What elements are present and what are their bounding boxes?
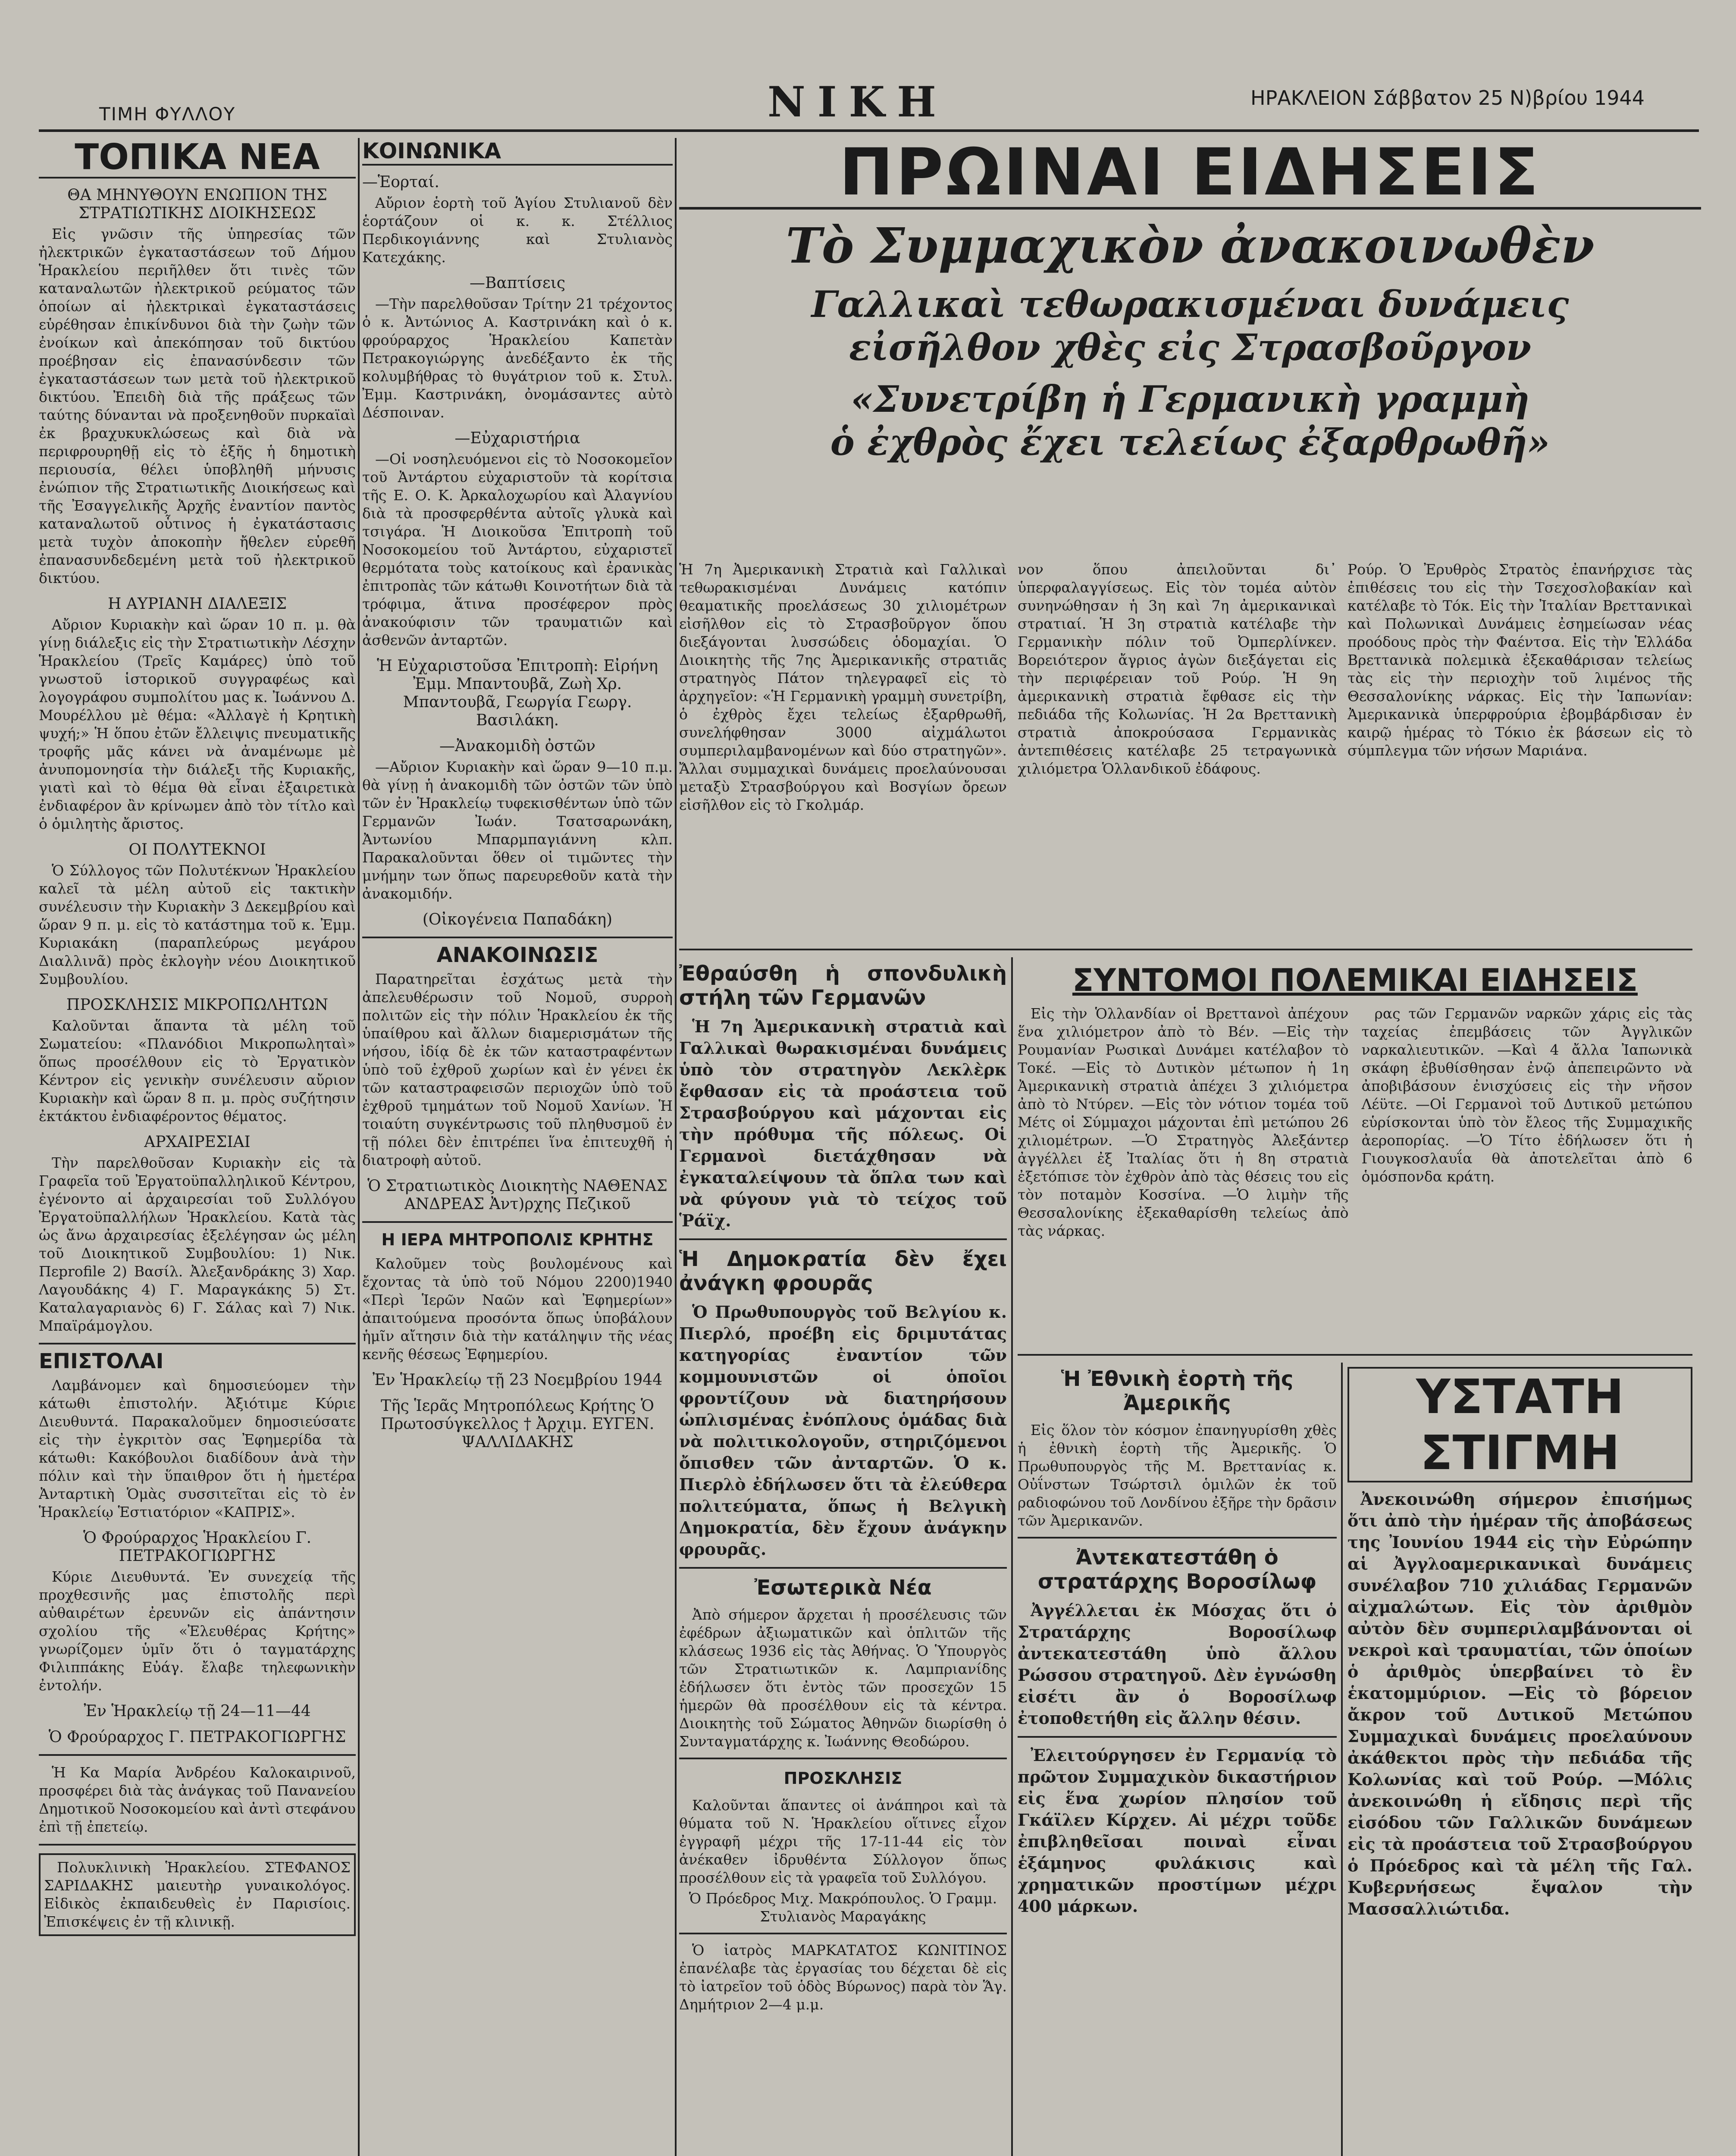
article-body: Παρατηρεῖται ἐσχάτως μετὰ τὴν ἀπελευθέρωσιν τοῦ Νομοῦ, συρροὴ πολιτῶν εἰς τὴν πόλιν Ἡρακλείου ἐκ τῆς ὑπαίθρου καὶ ἄλλων διαμερισμάτων τῆς νήσου, ἰδίᾳ δὲ ἐκ τῶν καταστραφέντων ὑπὸ τοῦ ἐχθροῦ χωρίων καὶ ἐν γένει ἐκ τῶν καταστραφεισῶν περιοχῶν ὑπὸ τοῦ ἐχθροῦ τμημάτων τοῦ Νομοῦ Χανίων. Ἡ τοιαύτη συγκέντρωσις τοῦ πληθυσμοῦ ἐν τῇ πόλει δὲν ἐπιτρέπει ἵνα ἐπιτευχθῆ ἡ διατροφὴ αὐτοῦ. — [362, 971, 673, 1169]
article-body: —Οἱ νοσηλευόμενοι εἰς τὸ Νοσοκομεῖον τοῦ Ἀντάρτου εὐχαριστοῦν τὰ κορίτσια τῆς Ε. Ο. Κ. Ἀρκαλοχωρίου καὶ Ἀλαγνίου διὰ τὰ προσφερθέντα αὐτοῖς γλυκὰ καὶ τσιγάρα. Ἡ Διοικοῦσα Ἐπιτροπὴ τοῦ Νοσοκομείου τοῦ Ἀντάρτου, εὐχαριστεῖ θερμότατα τοὺς κατοίκους καὶ ἐρανικὰς ἐπιτροπὰς τῶν κάτωθι Κοινοτήτων διὰ τὰ τρόφιμα, ἅτινα προσέφερον πρὸς ἀνακούφισιν τῶν τραυματιῶν καὶ ἀσθενῶν ἀνταρτῶν. — [362, 451, 673, 649]
article-title: ΠΡΟΣΚΛΗΣΙΣ ΜΙΚΡΟΠΩΛΗΤΩΝ — [66, 996, 329, 1014]
article-body: Ἡ Κα Μαρία Ἀνδρέου Καλοκαιρινοῦ, προσφέρει διὰ τὰς ἀνάγκας τοῦ Πανανείου Δημοτικοῦ Νοσοκομείου καὶ ἀντὶ στεφάνου ἐπὶ τῇ ἐπετείῳ. — [39, 1764, 356, 1835]
divider — [1018, 1537, 1337, 1539]
article-body: Αὔριον ἑορτὴ τοῦ Ἁγίου Στυλιανοῦ δὲν ἑορτάζουν οἱ κ. κ. Στέλλιος Περδικογιάννης καὶ Στυλιανὸς Κατεχάκης. — [362, 194, 673, 266]
divider — [39, 1754, 356, 1756]
article-body: Καλοῦνται ἅπαντες οἱ ἀνάπηροι καὶ τὰ θύματα τοῦ Ν. Ἡρακλείου οἵτινες εἶχον ἐγγραφῆ μέχρι τῆς 17-11-44 εἰς τὸν ἀνέκαθεν ἰδρυθέντα Σύλλογον ὅπως προσέλθουν εἰς τὰ γραφεῖα τοῦ Συλλόγου. — [679, 1797, 1007, 1886]
article-title-america: Ἡ Ἐθνικὴ ἑορτὴ τῆς Ἀμερικῆς — [1061, 1367, 1294, 1415]
signature: Ὁ Φρούραρχος Ἡρακλείου Γ. ΠΕΤΡΑΚΟΓΙΩΡΓΗΣ — [83, 1529, 312, 1565]
article-body: Ἀγγέλλεται ἐκ Μόσχας ὅτι ὁ Στρατάρχης Βοροσίλωφ ἀντεκατεστάθη ὑπὸ ἄλλου Ρώσσου στρατηγοῦ. Δὲν ἐγνώσθη εἰσέτι ἂν ὁ Βοροσίλωφ ἐτοποθετήθη εἰς ἄλλην θέσιν. — [1018, 1601, 1337, 1728]
signature: Ὁ Φρούραρχος Γ. ΠΕΤΡΑΚΟΓΙΩΡΓΗΣ — [48, 1728, 346, 1746]
article-body: Καλοῦνται ἅπαντα τὰ μέλη τοῦ Σωματείου: «Πλανόδιοι Μικροπωληταὶ» ὅπως προσέλθουν εἰς τὸ Ἐργατικὸν Κέντρον εἰς γενικὴν συνέλευσιν αὔριον Κυριακὴν καὶ ὥραν 8 π. μ. πρὸς συζήτησιν ἐκτάκτου ἐνδιαφέροντος θέματος. — [39, 1017, 356, 1125]
last-minute-column — [1347, 1363, 1692, 2156]
main-article-col-c: Ρούρ. Ὁ Ἐρυθρὸς Στρατὸς ἐπανήρχισε τὰς ἐπιθέσεις του εἰς τὴν Τσεχοσλοβακίαν καὶ κατέλαβε τὸ Τόκ. Εἰς τὴν Ἰταλίαν Βρεττανικαὶ καὶ Πολωνικαὶ Δυνάμεις ἐσημείωσαν νέας προόδους πρὸς τὴν Φαέντσα. Εἰς τὴν Ἑλλάδα Βρεττανικὰ πολεμικὰ ἐξεκαθάρισαν τελείως τὰς εἰς τὴν περιοχὴν τοῦ λιμένος τῆς Θεσσαλονίκης νάρκας. Εἰς τὴν Ἰαπωνίαν: Ἀμερικανικὰ ὑπερφρούρια ἐβομβάρδισαν ἐν καιρῷ ἡμέρας τὸ Τόκιο ἐκ βάσεων εἰς τὸ σύμπλεγμα τῶν νήσων Μαριάνα. — [1347, 561, 1692, 759]
lower-left-stack — [679, 957, 1007, 2156]
subheadline-1: Τὸ Συμμαχικὸν ἀνακοινωθὲν — [786, 218, 1595, 274]
masthead — [0, 73, 1736, 125]
signature: Ἡ Εὐχαριστοῦσα Ἐπιτροπὴ: Εἰρήνη Ἐμμ. Μπαντουβᾶ, Ζωὴ Χρ. Μπαντουβᾶ, Γεωργία Γεωργ. Βασιλάκη. — [377, 657, 658, 729]
column-local-news — [39, 138, 356, 2156]
article-title: —Εὐχαριστήρια — [454, 429, 580, 447]
main-article-col-a: Ἡ 7η Ἀμερικανικὴ Στρατιὰ καὶ Γαλλικαὶ τεθωρακισμέναι Δυνάμεις κατόπιν θεαματικῆς προελάσεως 30 χιλιομέτρων εἰσῆλθον εἰς τὸ Στρασβοῦργον ὅπου διεξάγονται λυσσώδεις ὁδομαχίαι. Ὁ Διοικητὴς τῆς 7ης Ἀμερικανικῆς στρατιᾶς στρατηγὸς Πάτον τηλεγραφεῖ εἰς τὸ ἀρχηγεῖον: «Ἡ Γερμανικὴ γραμμὴ συνετρίβη, ὁ ἐχθρὸς ἔχει τελείως ἐξαρθρωθῆ, συνελήφθησαν 3000 αἰχμάλωτοι συμπεριλαμβανομένων καὶ δύο στρατηγῶν». Ἄλλαι συμμαχικαὶ δυνάμεις προελαύνουσαι μεταξὺ Στρασβούργου καὶ Βοσγίων ὄρεων εἰσῆλθον εἰς τὸ Γκολμάρ. — [679, 561, 1007, 813]
article-body: Εἰς γνῶσιν τῆς ὑπηρεσίας τῶν ἠλεκτρικῶν ἐγκαταστάσεων τοῦ Δήμου Ἡρακλείου περιῆλθεν ὅτι τινὲς τῶν καταναλωτῶν ἠλεκτρικοῦ ρεύματος τῶν ὁποίων αἱ ἠλεκτρικαὶ ἐγκαταστάσεις εὑρέθησαν ἐπικίνδυνοι διὰ τὴν ζωὴν τῶν ἐνοίκων καὶ ἀπεκόπησαν τοῦ δικτύου προέβησαν εἰς ἐπανασύνδεσιν τῶν ἐγκαταστάσεων των μετὰ τοῦ ἠλεκτρικοῦ δικτύου. Ἐπειδὴ διὰ τῆς πράξεως τῶν ταύτης δύνανται νὰ προξενηθοῦν πυρκαϊαὶ ἐκ βραχυκυκλώσεως καὶ διὰ νὰ περιφρουρηθῇ εἰς τὸ ἑξῆς ἡ δημοτικὴ περιουσία, θέλει ὑποβληθῆ μήνυσις ἐνώπιον τῆς Στρατιωτικῆς Διοικήσεως καὶ τῆς Ἐσαγγελικῆς Ἀρχῆς ἐναντίον παντὸς καταναλωτοῦ οὗτινος ἡ ἐγκατάστασις μετὰ τυχὸν ἀποκοπὴν ἤθελεν εὑρεθῆ ἐπανασυνδεδεμένη μετὰ τοῦ ἠλεκτρικοῦ δικτύου. — [39, 226, 356, 586]
article-title: —Ἀνακομιδὴ ὀστῶν — [439, 737, 595, 755]
short-war-news-title: ΣΥΝΤΟΜΟΙ ΠΟΛΕΜΙΚΑΙ ΕΙΔΗΣΕΙΣ — [1072, 962, 1638, 998]
column-social — [362, 138, 673, 2156]
divider — [39, 1844, 356, 1846]
signature: Ὁ Στρατιωτικὸς Διοικητὴς ΝΑΘΕΝΑΣ ΑΝΔΡΕΑΣ Ἀντ)ρχης Πεζικοῦ — [367, 1177, 667, 1213]
masthead-rule — [39, 129, 1699, 132]
advertisement: Πολυκλινικὴ Ἡρακλείου. ΣΤΕΦΑΝΟΣ ΣΑΡΙΔΑΚΗΣ μαιευτὴρ γυναικολόγος. Εἰδικὸς ἐκπαιδευθεὶς ἐν Παρισίοις. Ἐπισκέψεις ἐν τῇ κλινικῇ. — [39, 1853, 356, 1936]
main-article-col-b: νον ὅπου ἀπειλοῦνται δι᾽ ὑπερφαλαγγίσεως. Εἰς τὸν τομέα αὐτὸν συνηνώθησαν ἡ 3η καὶ 7η ἀμερικανικαὶ στρατιαί. Ἡ 3η στρατιὰ κατέλαβε τὴν Γερμανικὴν πόλιν τοῦ Ὀμπερλίνκεν. Βορειότερον ἄγριος ἀγὼν διεξάγεται εἰς τὴν περιφέρειαν τοῦ Ρούρ. Ἡ 9η ἀμερικανικὴ στρατιὰ ἔφθασε εἰς τὴν πεδιάδα τῆς Κολωνίας. Ἡ 2α Βρεττανικὴ στρατιὰ ἀποκρούσασα Γερμανικὰς ἀντεπιθέσεις κατέλαβε 25 τετραγωνικὰ χιλιόμετρα Ὁλλανδικοῦ ἐδάφους. — [1018, 561, 1337, 777]
article-body: Αὔριον Κυριακὴν καὶ ὥραν 10 π. μ. θὰ γίνῃ διάλεξις εἰς τὴν Στρατιωτικὴν Λέσχην Ἡρακλείου (Τρεῖς Καμάρες) ὑπὸ τοῦ γνωστοῦ ἱστορικοῦ συγγραφέως καὶ λογογράφου συμπολίτου μας κ. Ἰωάννου Δ. Μουρέλλου μὲ θέμα: «Ἀλλαγὲ ἡ Κρητικὴ ψυχή;» Ἡ ὅπου ἐτῶν ἔλλειψις πνευματικῆς τροφῆς μᾶς κάνει νὰ ἀναμένωμε μὲ ἀνυπομονησία τὴν διάλεξι τῆς Κυριακῆς, γιατὶ καὶ τὸ θέμα θὰ εἶναι ἐξαιρετικὰ ἐνδιαφέρον ἂν κρίνωμεν ἀπὸ τὸν τίτλο καὶ ὁ ὁμιλητὴς ἄριστος. — [39, 616, 356, 832]
place-date: Ἐν Ἡρακλείῳ τῇ 24—11—44 — [84, 1702, 311, 1720]
subheadline-2: Γαλλικαὶ τεθωρακισμέναι δυνάμεις — [811, 283, 1569, 326]
newspaper-title: ΝΙΚΗ — [768, 78, 948, 126]
divider — [679, 1567, 1007, 1569]
advertisement: Ὁ ἰατρὸς ΜΑΡΚΑΤΑΤΟΣ ΚΩΝΙΤΙΝΟΣ ἐπανέλαβε τὰς ἐργασίας του δέχεται δὲ εἰς τὸ ἰατρεῖον τοῦ ὁδὸς Βύρωνος) παρὰ τὸν Ἅγ. Δημήτριον 2—4 μ.μ. — [679, 1942, 1007, 2013]
article-body: Λαμβάνομεν καὶ δημοσιεύομεν τὴν κάτωθι ἐπιστολήν. Ἀξιότιμε Κύριε Διευθυντά. Παρακαλοῦμεν δημοσιεύσατε εἰς τὴν ἐγκριτὸν σας Ἐφημερίδα τὰ κάτωθι: Κακόβουλοι διαδίδουν ἀνὰ τὴν πόλιν καὶ τὴν ὕπαιθρον ὅτι ἡ ἡμετέρα Ἀνταρτικὴ Ὁμὰς συσσιτεῖται εἰς τὸ ἐν Ἡρακλείῳ Ἑστιατόριον «ΚΑΠΡΙΣ». — [39, 1377, 356, 1520]
divider — [679, 949, 1692, 950]
article-body: Ὁ Σύλλογος τῶν Πολυτέκνων Ἡρακλείου καλεῖ τὰ μέλη αὐτοῦ εἰς τακτικὴν συνέλευσιν τὴν Κυριακὴν 3 Δεκεμβρίου καὶ ὥραν 9 π. μ. εἰς τὸ κατάστημα τοῦ κ. Ἐμμ. Κυριακάκη (παραπλεύρως μεγάρου Διαλλινᾶ) πρὸς ἐκλογὴν νέου Διοικητικοῦ Συμβουλίου. — [39, 862, 356, 987]
divider — [362, 1221, 673, 1223]
main-headline: ΠΡΩΙΝΑΙ ΕΙΔΗΣΕΙΣ — [679, 138, 1701, 210]
section-header-announcement: ΑΝΑΚΟΙΝΩΣΙΣ — [436, 943, 599, 967]
article-body: ρας τῶν Γερμανῶν ναρκῶν χάρις εἰς τὰς ταχείας ἐπεμβάσεις τῶν Ἀγγλικῶν ναρκαλιευτικῶν. —Καὶ 4 ἄλλα Ἰαπωνικὰ σκάφη ἐβυθίσθησαν ἐνῷ ἀπεπειρῶντο νὰ ἀποβιβάσουν ἐνισχύσεις εἰς τὴν νῆσον Λέϋτε. —Οἱ Γερμανοὶ τοῦ Δυτικοῦ μετώπου εὑρίσκονται ὑπὸ τὸν ἔλεος τῆς Συμμαχικῆς ἀεροπορίας. —Ὁ Τίτο ἐδήλωσεν ὅτι ἡ Γιουγκοσλαυΐα θὰ ἀποτελεῖται ἀπὸ 6 ὁμόσπονδα κράτη. — [1361, 1005, 1692, 1185]
article-title: ΑΡΧΑΙΡΕΣΙΑΙ — [144, 1133, 251, 1151]
short-war-news — [1018, 957, 1692, 1345]
divider — [679, 1238, 1007, 1240]
article-body: Ἡ 7η Ἀμερικανικὴ στρατιὰ καὶ Γαλλικαὶ θωρακισμέναι δυνάμεις ὑπὸ τὸν στρατηγὸν Λεκλὲρκ ἔφθασαν εἰς τὰ προάστεια τοῦ Στρασβούργου καὶ μάχονται εἰς τὴν πρόθυμα τῆς πόλεως. Οἱ Γερμανοὶ διετάχθησαν νὰ ἐγκαταλείψουν τὰ ὅπλα των καὶ νὰ φύγουν γιὰ τὸ τείχος τοῦ Ῥάϊχ. — [679, 1017, 1007, 1230]
place-date: Ἐν Ἡρακλείῳ τῇ 23 Νοεμβρίου 1944 — [372, 1371, 663, 1389]
article-body: Καλοῦμεν τοὺς βουλομένους καὶ ἔχοντας τὰ ὑπὸ τοῦ Νόμου 2200)1940 «Περὶ Ἱερῶν Ναῶν καὶ Ἐφημερίων» ἀπαιτούμενα προσόντα ὅπως ὑποβάλουν ἡμῖν αἴτησιν διὰ τὴν κατάληψιν τῆς νέας κενῆς θέσεως Ἐφημερίου. — [362, 1255, 673, 1363]
article-body: —Τὴν παρελθοῦσαν Τρίτην 21 τρέχοντος ὁ κ. Ἀντώνιος Α. Καστρινάκη καὶ ὁ κ. φρούραρχος Ἡρακλείου Καπετὰν Πετρακογιώργης ἀνεδέξαντο ἐκ τῆς κολυμβήθρας τὸ θυγάτριον τοῦ κ. Στυλ. Ἐμμ. Καστρινάκη, ὀνομάσαντες αὐτὸ Δέσποιναν. — [362, 295, 673, 421]
article-title-domestic: Ἐσωτερικὰ Νέα — [754, 1576, 932, 1600]
article-body: Ἀπὸ σήμερον ἄρχεται ἡ προσέλευσις τῶν ἐφέδρων ἀξιωματικῶν καὶ ὁπλιτῶν τῆς κλάσεως 1936 εἰς τὰς Ἀθήνας. Ὁ Ὑπουργὸς τῶν Στρατιωτικῶν κ. Λαμπριανίδης ἐδήλωσεν ὅτι ἐντὸς τῶν προσεχῶν 15 ἡμερῶν θὰ προσέλθουν εἰς τὰ κέντρα. Διοικητὴς τοῦ Σώματος Ἀθηνῶν διωρίσθη ὁ Συνταγματάρχης κ. Ἰωάννης Θεοδώρου. — [679, 1606, 1007, 1750]
subheadline-3: εἰσῆλθον χθὲς εἰς Στρασβοῦργον — [849, 326, 1532, 369]
section-header-social: ΚΟΙΝΩΝΙΚΑ — [362, 138, 673, 166]
column-rule — [358, 138, 360, 2156]
divider — [362, 937, 673, 938]
article-body: Ἀνεκοινώθη σήμερον ἐπισήμως ὅτι ἀπὸ τὴν ἡμέραν τῆς ἀποβάσεως της Ἰουνίου 1944 εἰς τὴν Εὐρώπην αἱ Ἀγγλοαμερικανικαὶ δυνάμεις συνέλαβον 710 χιλιάδας Γερμανῶν αἰχμαλώτων. Εἰς τὸν ἀριθμὸν αὐτὸν δὲν συμπεριλαμβάνονται οἱ νεκροὶ καὶ τραυματίαι, τῶν ὁποίων ὁ ἀριθμὸς ὑπερβαίνει τὸ ἓν ἑκατομμύριον. —Εἰς τὸ βόρειον ἄκρον τοῦ Δυτικοῦ Μετώπου Συμμαχικαὶ δυνάμεις προελαύνουν ἀκάθεκτοι πρὸς τὴν πεδιάδα τῆς Κολωνίας καὶ τοῦ Ρούρ. —Μόλις ἀνεκοινώθη ἡ εἴδησις περὶ τῆς εἰσόδου τῶν Γαλλικῶν δυνάμεων εἰς τὰ προάστεια τοῦ Στρασβούργου ὁ Πρόεδρος καὶ τὰ μέλη τῆς Γαλ. Κυβερνήσεως ἔψαλον τὴν Μασσαλλιώτιδα. — [1347, 1489, 1692, 1918]
subheadline-5: ὁ ἐχθρὸς ἔχει τελείως ἐξαρθρωθῆ» — [830, 421, 1550, 464]
last-minute-title: ΥΣΤΑΤΗ ΣΤΙΓΜΗ — [1347, 1367, 1692, 1482]
divider — [679, 1758, 1007, 1759]
article-title: ΘΑ ΜΗΝΥΘΟΥΝ ΕΝΩΠΙΟΝ ΤΗΣ ΣΤΡΑΤΙΩΤΙΚΗΣ ΔΙΟΙΚΗΣΕΩΣ — [67, 186, 327, 222]
main-headline-block — [679, 135, 1701, 464]
issue-date: ΗΡΑΚΛΕΙΟΝ Σάββατον 25 Ν)βρίου 1944 — [1250, 86, 1645, 110]
signature: Ὁ Πρόεδρος Μιχ. Μακρόπουλος. Ὁ Γραμμ. Στυλιανὸς Μαραγάκης — [689, 1890, 997, 1925]
article-body: Ἐλειτούργησεν ἐν Γερμανίᾳ τὸ πρῶτον Συμμαχικὸν δικαστήριον εἰς ἕνα χωρίον πλησίον τοῦ Γκάϊλεν Κίρχεν. Αἱ μέχρι τοῦδε ἐπιβληθεῖσαι ποιναὶ εἶναι ἑξάμηνος φυλάκισις καὶ χρηματικῶν προστίμων μέχρι 400 μάρκων. — [1018, 1745, 1337, 1916]
lower-middle-stack — [1018, 1363, 1337, 2156]
article-title-spine: Ἐθραύσθη ἡ σπονδυλικὴ στήλη τῶν Γερμανῶν — [679, 962, 1007, 1010]
article-title-voroshilov: Ἀντεκατεστάθη ὁ στρατάρχης Βοροσίλωφ — [1037, 1545, 1317, 1594]
article-body: Ὁ Πρωθυπουργὸς τοῦ Βελγίου κ. Πιερλό, προέβη εἰς δριμυτάτας κατηγορίας ἐναντίον τῶν κομμουνιστῶν οἱ ὁποῖοι φροντίζουν νὰ διατηρήσουν ὡπλισμένας ἐνόπλους ὁμάδας διὰ νὰ πολιτικολογοῦν, στηριζόμενοι ὄπισθεν τῶν ἀνταρτῶν. Ὁ κ. Πιερλὸ ἐδήλωσεν ὅτι τὰ ἐλεύθερα πολιτεύματα, ὅπως ἡ Βελγικὴ Δημοκρατία, δὲν ἔχουν ἀνάγκην φρουρᾶς. — [679, 1302, 1007, 1559]
divider — [39, 1343, 356, 1344]
section-header-metropolis: Η ΙΕΡΑ ΜΗΤΡΟΠΟΛΙΣ ΚΡΗΤΗΣ — [381, 1230, 654, 1249]
article-title: Η ΑΥΡΙΑΝΗ ΔΙΑΛΕΞΙΣ — [108, 595, 287, 613]
article-title-invitation: ΠΡΟΣΚΛΗΣΙΣ — [783, 1769, 902, 1788]
article-title: —Βαπτίσεις — [470, 274, 565, 292]
article-title: ΟΙ ΠΟΛΥΤΕΚΝΟΙ — [128, 841, 266, 859]
divider — [1018, 1736, 1337, 1738]
column-rule — [1011, 957, 1013, 2156]
article-title: —Ἑορταί. — [362, 173, 439, 191]
article-title-democracy: Ἡ Δημοκρατία δὲν ἔχει ἀνάγκη φρουρᾶς — [679, 1247, 1007, 1295]
column-rule — [1341, 1363, 1343, 2156]
divider — [679, 1933, 1007, 1934]
section-header-letters: ΕΠΙΣΤΟΛΑΙ — [39, 1349, 164, 1373]
price-label: ΤΙΜΗ ΦΥΛΛΟΥ — [99, 103, 236, 125]
signature: (Οἰκογένεια Παπαδάκη) — [422, 911, 613, 928]
section-header-local-news: ΤΟΠΙΚΑ ΝΕΑ — [39, 138, 356, 179]
article-body: Τὴν παρελθοῦσαν Κυριακὴν εἰς τὰ Γραφεῖα τοῦ Ἐργατοϋπαλληλικοῦ Κέντρου, ἐγένοντο αἱ ἀρχαιρεσίαι τοῦ Συλλόγου Ἐργατοϋπαλλήλων Ἡρακλείου. Κατὰ τὰς ὡς ἄνω ἀρχαιρεσίας ἐξελέγησαν ὡς μέλη τοῦ Διοικητικοῦ Συμβουλίου: 1) Νικ. Πεprofile 2) Βασίλ. Ἀλεξανδράκης 3) Χαρ. Λαγουδάκης 4) Γ. Μαραγκάκης 5) Στ. Καταλαγαριανὸς 6) Γ. Σάλας καὶ 7) Νικ. Μπαϊράμογλου. — [39, 1154, 356, 1334]
divider — [1018, 1354, 1692, 1356]
article-body: Εἰς τὴν Ὁλλανδίαν οἱ Βρεττανοὶ ἀπέχουν ἕνα χιλιόμετρον ἀπὸ τὸ Βέν. —Εἰς τὴν Ρουμανίαν Ρωσικαὶ Δυνάμει κατέλαβον τὸ Τοκέ. —Εἰς τὸ Δυτικὸν μέτωπον ἡ 1η Ἀμερικανικὴ στρατιὰ ἀπέχει 3 χιλιόμετρα ἀπὸ τὸ Ντύρεν. —Εἰς τὸν νότιον τομέα τοῦ Μέτς οἱ Σύμμαχοι μάχονται ἐπὶ μετώπου 26 χιλιομέτρων. —Ὁ Στρατηγὸς Ἀλεξάντερ ἀγγέλλει ἐξ Ἰταλίας ὅτι ἡ 8η στρατιὰ ἐξετόπισε τὸν ἐχθρὸν ἀπὸ τὰς θέσεις του εἰς τὸν ποταμὸν Κοσσίνα. —Ὁ λιμὴν τῆς Θεσσαλονίκης ἐξεκαθαρίσθη τελείως ἀπὸ τὰς νάρκας. — [1018, 1005, 1349, 1239]
subheadline-4: «Συνετρίβη ἡ Γερμανικὴ γραμμὴ — [851, 378, 1529, 420]
column-rule — [675, 138, 677, 2156]
article-body: Εἰς ὅλον τὸν κόσμον ἐπανηγυρίσθη χθὲς ἡ ἐθνικὴ ἑορτὴ τῆς Ἀμερικῆς. Ὁ Πρωθυπουργὸς τῆς Μ. Βρεττανίας κ. Οὐΐνστων Τσώρτσιλ ὁμιλῶν ἐκ τοῦ ραδιοφώνου τοῦ Λονδίνου ἐξῆρε τὴν δρᾶσιν τῶν Ἀμερικανῶν. — [1018, 1422, 1337, 1529]
signature: Τῆς Ἱερᾶς Μητροπόλεως Κρήτης Ὁ Πρωτοσύγκελλος † Ἀρχιμ. ΕΥΓΕΝ. ΨΑΛΛΙΔΑΚΗΣ — [380, 1397, 655, 1451]
article-body: —Αὔριον Κυριακὴν καὶ ὥραν 9—10 π.μ. θὰ γίνῃ ἡ ἀνακομιδὴ τῶν ὀστῶν τῶν ὑπὸ τῶν ἐν Ἡρακλείῳ τυφεκισθέντων ὑπὸ τῶν Γερμανῶν Ἰωάν. Τσατσαρωνάκη, Ἀντωνίου Μπαρμπαγιάννη κλπ. Παρακαλοῦνται ὅθεν οἱ τιμῶντες τὴν μνήμην των ὅπως παρευρεθοῦν κατὰ τὴν ἀνακομιδήν. — [362, 758, 673, 902]
article-body: Κύριε Διευθυντά. Ἐν συνεχείᾳ τῆς προχθεσινῆς μας ἐπιστολῆς περὶ αὐθαιρέτων ἐρευνῶν εἰς ἀπάντησιν σχολίου τῆς «Ἐλευθέρας Κρήτης» γνωρίζομεν ὑμῖν ὅτι ὁ ταγματάρχης Φιλιππάκης Εὐάγ. ἔλαβε τηλεφωνικὴν ἐντολήν. — [39, 1568, 356, 1694]
